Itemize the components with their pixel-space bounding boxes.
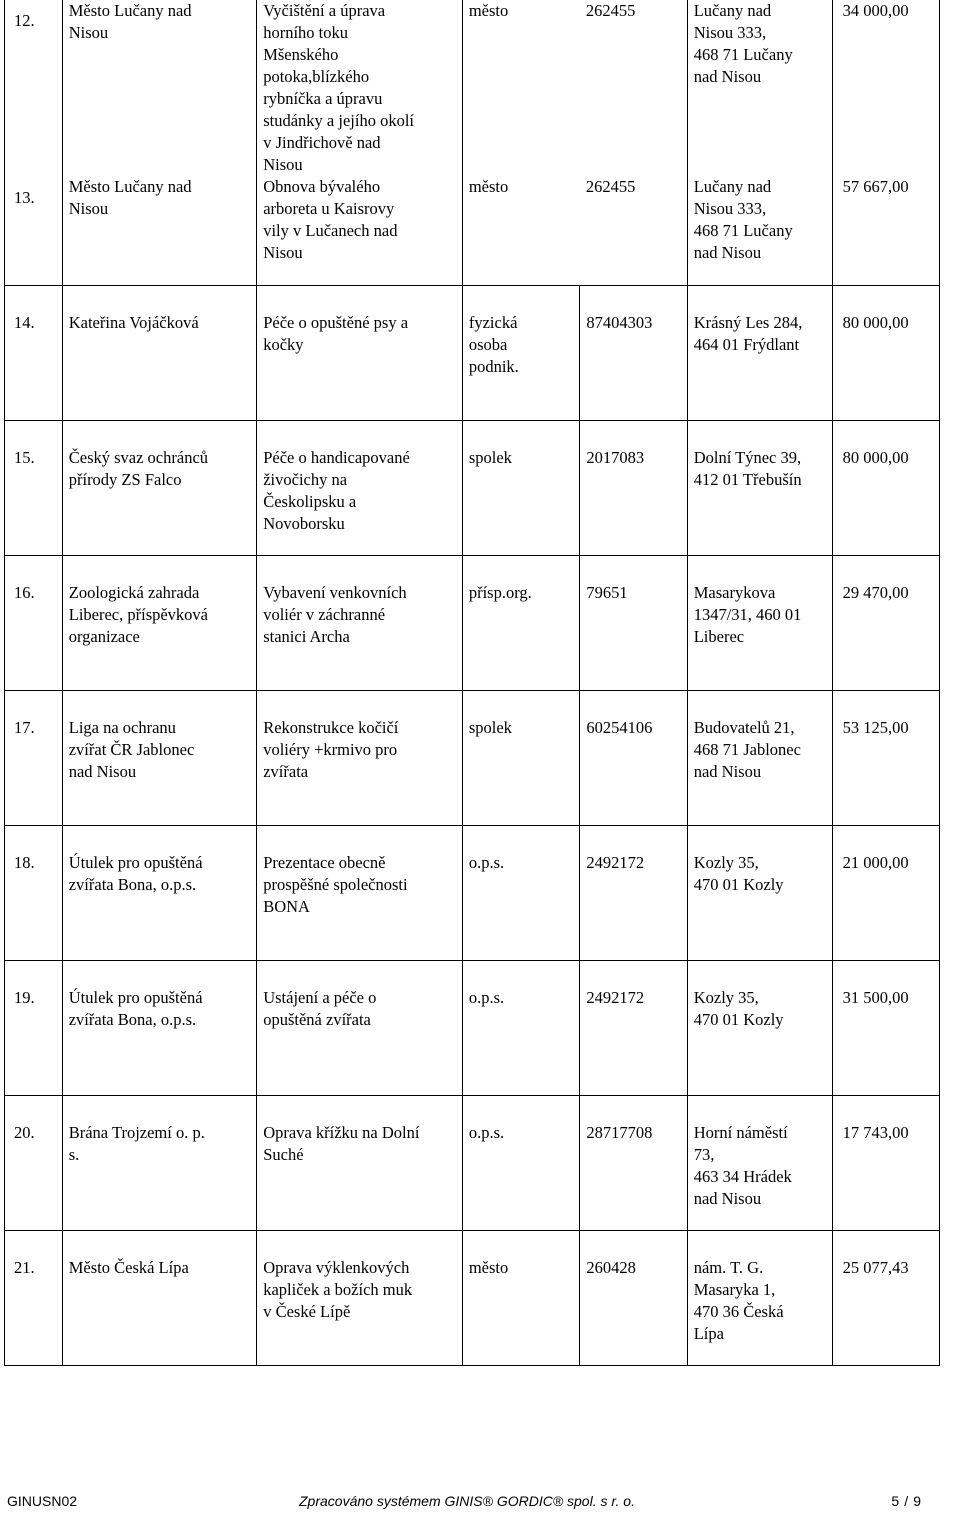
legal-form: přísp.org.: [462, 555, 580, 690]
applicant-name: Útulek pro opuštěná zvířata Bona, o.p.s.: [62, 825, 256, 960]
address-text: Horní náměstí 73, 463 34 Hrádek nad Nisou: [687, 1095, 832, 1230]
purpose-text: Prezentace obecně prospěšné společnosti BONA: [257, 825, 463, 960]
address-text: Lučany nad Nisou 333, 468 71 Lučany nad Nisou: [693, 177, 793, 262]
legal-form: o.p.s.: [462, 960, 580, 1095]
row-number: 14.: [5, 285, 63, 420]
ico-number: 260428: [580, 1230, 687, 1365]
purpose-text: Vyčištění a úprava horního toku Mšenského potoka,blízkého rybníčka a úpravu studánky a jejího okolí v Jindřichově nad Nisou: [263, 1, 414, 174]
row-number: 15.: [5, 420, 63, 555]
address-text: Kozly 35, 470 01 Kozly: [687, 825, 832, 960]
legal-form: o.p.s.: [462, 1095, 580, 1230]
amount-value: 80 000,00: [832, 285, 939, 420]
address-text: Budovatelů 21, 468 71 Jablonec nad Nisou: [687, 690, 832, 825]
document-code: GINUSN02: [7, 1493, 78, 1509]
legal-form: spolek: [462, 420, 580, 555]
amount-value: 31 500,00: [832, 960, 939, 1095]
amount-value: 53 125,00: [832, 690, 939, 825]
amount-value: 21 000,00: [832, 825, 939, 960]
table-row: [5, 690, 940, 825]
row-number: 20.: [5, 1095, 63, 1230]
page-footer: [7, 1493, 937, 1513]
purpose-text: Vybavení venkovních voliér v záchranné stanici Archa: [257, 555, 463, 690]
legal-form: fyzická osoba podnik.: [462, 285, 580, 420]
page-current: 5: [891, 1493, 900, 1509]
address-text: Masarykova 1347/31, 460 01 Liberec: [687, 555, 832, 690]
legal-form: o.p.s.: [462, 825, 580, 960]
purpose-text: Oprava křížku na Dolní Suché: [257, 1095, 463, 1230]
applicant-name: Český svaz ochránců přírody ZS Falco: [62, 420, 256, 555]
purpose-text: Oprava výklenkových kapliček a božích muk v České Lípě: [257, 1230, 463, 1365]
amount-value: 17 743,00: [832, 1095, 939, 1230]
ico-number: 2017083: [580, 420, 687, 555]
system-note: Zpracováno systémem GINIS® GORDIC® spol. s r. o.: [299, 1493, 635, 1509]
applicant-name: Zoologická zahrada Liberec, příspěvková organizace: [62, 555, 256, 690]
address-text: Krásný Les 284, 464 01 Frýdlant: [687, 285, 832, 420]
row-number: 19.: [5, 960, 63, 1095]
table-row: [5, 1095, 940, 1230]
applicant-name: Kateřina Vojáčková: [62, 285, 256, 420]
ico-number: 262455: [585, 177, 636, 196]
table-row: [5, 1230, 940, 1365]
row-number: 13.: [14, 188, 35, 207]
applicant-name: Město Lučany nad Nisou: [68, 177, 192, 218]
table-row: [5, 960, 940, 1095]
grant-table: [4, 0, 940, 1366]
row-number: 18.: [5, 825, 63, 960]
page-total: 9: [913, 1493, 921, 1509]
applicant-name: Brána Trojzemí o. p. s.: [62, 1095, 256, 1230]
table-row: [5, 420, 940, 555]
amount-value: 57 667,00: [842, 177, 909, 196]
legal-form: spolek: [462, 690, 580, 825]
address-text: nám. T. G. Masaryka 1, 470 36 Česká Lípa: [687, 1230, 832, 1365]
purpose-text: Péče o opuštěné psy a kočky: [257, 285, 463, 420]
ico-number: 2492172: [580, 960, 687, 1095]
table-row: [5, 555, 940, 690]
legal-form-cell: [462, 0, 580, 285]
purpose-text: Obnova bývalého arboreta u Kaisrovy vily v Lučanech nad Nisou: [263, 177, 398, 262]
row-number: 21.: [5, 1230, 63, 1365]
legal-form: město: [468, 1, 509, 20]
row-number: 16.: [5, 555, 63, 690]
row-number: 17.: [5, 690, 63, 825]
applicant-name: Útulek pro opuštěná zvířata Bona, o.p.s.: [62, 960, 256, 1095]
row-number-cell: [5, 0, 63, 285]
table-row: [5, 825, 940, 960]
amount-value: 25 077,43: [832, 1230, 939, 1365]
applicant-name: Město Česká Lípa: [62, 1230, 256, 1365]
table-row-12-13: [5, 0, 940, 285]
purpose-text: Rekonstrukce kočičí voliéry +krmivo pro zvířata: [257, 690, 463, 825]
ico-number: 2492172: [580, 825, 687, 960]
page-separator: /: [904, 1493, 909, 1509]
ico-number: 60254106: [580, 690, 687, 825]
purpose-text: Péče o handicapované živočichy na Českolipsku a Novoborsku: [257, 420, 463, 555]
ico-number: 87404303: [580, 285, 687, 420]
table-row: [5, 285, 940, 420]
legal-form: město: [468, 177, 509, 196]
ico-number: 262455: [585, 1, 636, 20]
row-number: 12.: [14, 11, 35, 30]
applicant-name: Město Lučany nad Nisou: [68, 1, 192, 42]
amount-value: 29 470,00: [832, 555, 939, 690]
ico-number: 28717708: [580, 1095, 687, 1230]
ico-number: 79651: [580, 555, 687, 690]
amount-cell: [832, 0, 939, 285]
address-cell: [687, 0, 832, 285]
address-text: Kozly 35, 470 01 Kozly: [687, 960, 832, 1095]
amount-value: 34 000,00: [842, 1, 909, 20]
address-text: Lučany nad Nisou 333, 468 71 Lučany nad Nisou: [693, 1, 793, 86]
applicant-name: Liga na ochranu zvířat ČR Jablonec nad Nisou: [62, 690, 256, 825]
applicant-cell: [62, 0, 256, 285]
amount-value: 80 000,00: [832, 420, 939, 555]
purpose-cell: [257, 0, 463, 285]
address-text: Dolní Týnec 39, 412 01 Třebušín: [687, 420, 832, 555]
purpose-text: Ustájení a péče o opuštěná zvířata: [257, 960, 463, 1095]
legal-form: město: [462, 1230, 580, 1365]
ico-cell: [580, 0, 687, 285]
page-indicator: [891, 1493, 921, 1509]
